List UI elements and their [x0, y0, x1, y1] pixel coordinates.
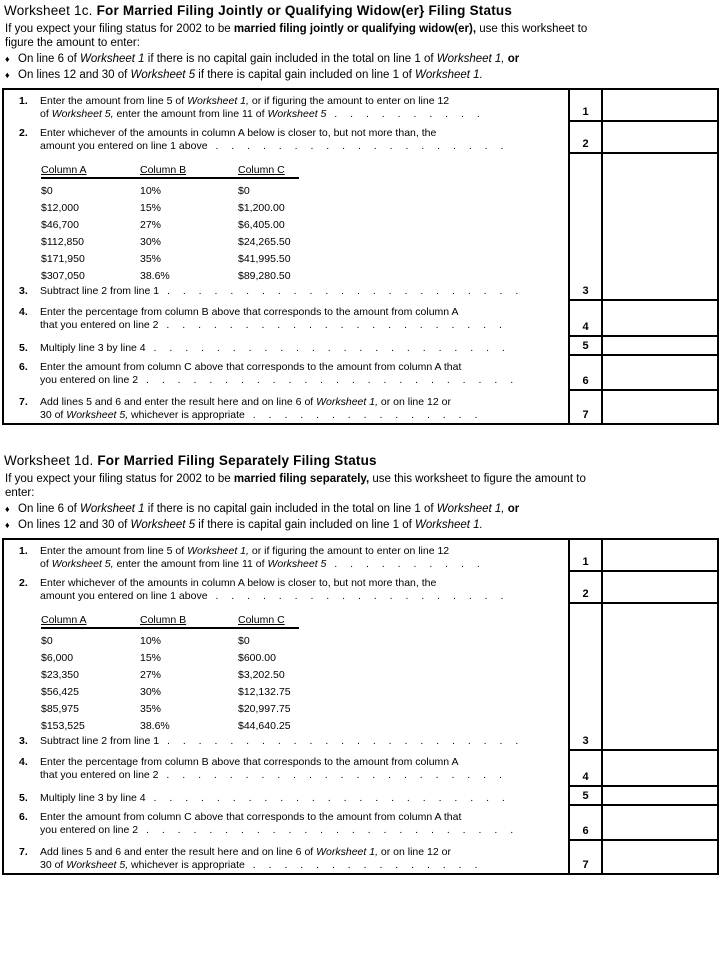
line-5-number-label: 5.: [19, 792, 28, 804]
column-a-header: Column A: [41, 614, 87, 626]
worksheet-1d-title-text: For Married Filing Separately Filing Status: [97, 453, 377, 468]
table-row-line-1: [4, 540, 717, 572]
rate-table-row: [41, 232, 299, 249]
line-3-row-number: 3: [568, 604, 603, 751]
ws1d-line-5-entry-field[interactable]: [603, 787, 717, 806]
rate-table-row: [41, 699, 299, 716]
column-a-value: $46,700: [41, 219, 79, 231]
line-2-number-label: 2.: [19, 577, 28, 589]
line-item-6: [4, 811, 568, 837]
line-2-text-cell: [4, 572, 568, 604]
line-item-4: [4, 306, 568, 332]
ws1d-line-6-entry-field[interactable]: [603, 806, 717, 841]
ws1c-line-6-entry-field[interactable]: [603, 356, 717, 391]
column-c-value: $6,405.00: [238, 219, 285, 231]
line-item-5: [4, 792, 568, 805]
ws1d-line-2-entry-field[interactable]: [603, 572, 717, 604]
ws1d-line-7-entry-field[interactable]: [603, 841, 717, 873]
table-row-line-2: [4, 122, 717, 154]
line-item-7: [4, 396, 568, 422]
tax-rate-table: [41, 612, 299, 733]
line-5-text-cell: [4, 337, 568, 356]
table-row-line-3: [4, 154, 717, 301]
diamond-bullet-icon: ♦: [5, 520, 10, 530]
line-1-text-cell: [4, 540, 568, 572]
bullet-2-text: On lines 12 and 30 of Worksheet 5 if there is capital gain included on line 1 of Worksheet 1.: [18, 519, 483, 531]
ws1c-line-4-entry-field[interactable]: [603, 301, 717, 337]
table-row-line-2: [4, 572, 717, 604]
column-b-value: 15%: [140, 652, 162, 664]
ws1d-line-3-entry-field[interactable]: [603, 604, 717, 751]
bullet-1-text: On line 6 of Worksheet 1 if there is no capital gain included in the total on line 1 of Worksheet 1, or: [18, 53, 520, 65]
line-1-instructions: Enter the amount from line 5 of Worksheet 1, or if figuring the amount to enter on line 12 of Worksheet 5, enter the amount from line 11 of Worksheet 5 . . . . . . . . . .: [40, 95, 485, 120]
table-row-line-1: [4, 90, 717, 122]
column-a-value: $153,525: [41, 720, 85, 732]
ws1c-line-1-entry-field[interactable]: [603, 90, 717, 122]
column-c-value: $1,200.00: [238, 202, 285, 214]
line-2-row-number: 2: [568, 572, 603, 604]
rate-table-row: [41, 198, 299, 215]
worksheet-1c-bullet-1: [5, 52, 719, 67]
worksheet-1d-number: Worksheet 1d.: [4, 453, 94, 468]
column-a-value: $0: [41, 635, 53, 647]
line-item-2: [4, 127, 568, 153]
line-1-text-cell: [4, 90, 568, 122]
line-3-text-cell: [4, 154, 568, 301]
column-c-value: $600.00: [238, 652, 276, 664]
column-b-header: Column B: [140, 164, 187, 176]
line-7-text-cell: [4, 841, 568, 873]
column-c-value: $41,995.50: [238, 253, 291, 265]
line-6-number-label: 6.: [19, 811, 28, 823]
line-3-number-label: 3.: [19, 285, 28, 297]
line-2-text-cell: [4, 122, 568, 154]
line-6-row-number: 6: [568, 356, 603, 391]
worksheet-1c-title: [4, 2, 719, 19]
line-3-row-number: 3: [568, 154, 603, 301]
line-5-instructions: Multiply line 3 by line 4 . . . . . . . . . . . . . . . . . . . . . . .: [40, 342, 510, 354]
column-c-header: Column C: [238, 614, 285, 626]
column-c-value: $24,265.50: [238, 236, 291, 248]
line-2-number-label: 2.: [19, 127, 28, 139]
line-3-instructions: Subtract line 2 from line 1 . . . . . . . . . . . . . . . . . . . . . . .: [40, 285, 524, 297]
column-a-value: $307,050: [41, 270, 85, 282]
line-6-instructions: Enter the amount from column C above that corresponds to the amount from column A that you entered on line 2 . . . . . . . . . . . . . . . . . . . . . . . .: [40, 361, 519, 386]
column-b-value: 30%: [140, 236, 162, 248]
table-row-line-6: [4, 806, 717, 841]
rate-table-row: [41, 266, 299, 283]
table-row-line-7: [4, 391, 717, 423]
worksheet-1c-section: [2, 2, 719, 425]
line-5-row-number: 5: [568, 337, 603, 356]
rate-table-row: [41, 716, 299, 733]
worksheet-1d-intro: If you expect your filing status for 2002 to be married filing separately, use this worksheet to figure the amount to enter:: [5, 473, 586, 499]
column-c-value: $20,997.75: [238, 703, 291, 715]
ws1c-line-5-entry-field[interactable]: [603, 337, 717, 356]
line-7-row-number: 7: [568, 391, 603, 423]
column-a-value: $85,975: [41, 703, 79, 715]
line-item-4: [4, 756, 568, 782]
column-b-value: 27%: [140, 669, 162, 681]
line-6-row-number: 6: [568, 806, 603, 841]
rate-table-header-row: [41, 162, 299, 179]
column-b-value: 10%: [140, 185, 162, 197]
worksheet-1d-section: [2, 452, 719, 875]
line-2-instructions: Enter whichever of the amounts in column A below is closer to, but not more than, the amount you entered on line 1 above . . . . . . . . . . . . . . . . . . .: [40, 577, 509, 602]
line-6-instructions: Enter the amount from column C above that corresponds to the amount from column A that you entered on line 2 . . . . . . . . . . . . . . . . . . . . . . . .: [40, 811, 519, 836]
ws1c-line-2-entry-field[interactable]: [603, 122, 717, 154]
line-item-5: [4, 342, 568, 355]
column-c-value: $89,280.50: [238, 270, 291, 282]
line-item-3: [4, 285, 568, 298]
diamond-bullet-icon: ♦: [5, 504, 10, 514]
line-item-3: [4, 735, 568, 748]
line-5-instructions: Multiply line 3 by line 4 . . . . . . . . . . . . . . . . . . . . . . .: [40, 792, 510, 804]
line-item-6: [4, 361, 568, 387]
column-c-header: Column C: [238, 164, 285, 176]
line-1-row-number: 1: [568, 90, 603, 122]
column-c-value: $0: [238, 635, 250, 647]
line-3-text-cell: [4, 604, 568, 751]
column-a-value: $6,000: [41, 652, 74, 664]
line-item-1: [4, 95, 568, 121]
worksheet-1c-intro: If you expect your filing status for 2002 to be married filing jointly or qualifying widow(er), use this worksheet to figure the amount to enter:: [5, 23, 588, 49]
worksheet-1d-table: [2, 538, 719, 875]
column-a-value: $12,000: [41, 202, 79, 214]
ws1c-line-7-entry-field[interactable]: [603, 391, 717, 423]
column-b-value: 35%: [140, 703, 162, 715]
line-4-number-label: 4.: [19, 756, 28, 768]
line-2-row-number: 2: [568, 122, 603, 154]
table-row-line-5: [4, 337, 717, 356]
diamond-bullet-icon: ♦: [5, 54, 10, 64]
column-c-value: $0: [238, 185, 250, 197]
rate-table-row: [41, 682, 299, 699]
column-a-value: $112,850: [41, 236, 85, 248]
line-4-row-number: 4: [568, 301, 603, 337]
column-b-value: 15%: [140, 202, 162, 214]
column-b-value: 38.6%: [140, 720, 170, 732]
bullet-2-text: On lines 12 and 30 of Worksheet 5 if there is capital gain included on line 1 of Worksheet 1.: [18, 69, 483, 81]
column-b-value: 10%: [140, 635, 162, 647]
rate-table-row: [41, 665, 299, 682]
column-c-value: $12,132.75: [238, 686, 291, 698]
column-a-value: $23,350: [41, 669, 79, 681]
line-item-2: [4, 577, 568, 603]
column-a-value: $56,425: [41, 686, 79, 698]
column-a-header: Column A: [41, 164, 87, 176]
line-2-instructions: Enter whichever of the amounts in column A below is closer to, but not more than, the amount you entered on line 1 above . . . . . . . . . . . . . . . . . . .: [40, 127, 509, 152]
line-4-instructions: Enter the percentage from column B above that corresponds to the amount from column A that you entered on line 2 . . . . . . . . . . . . . . . . . . . . . .: [40, 306, 507, 331]
line-3-instructions: Subtract line 2 from line 1 . . . . . . . . . . . . . . . . . . . . . . .: [40, 735, 524, 747]
line-5-number-label: 5.: [19, 342, 28, 354]
line-7-number-label: 7.: [19, 846, 28, 858]
line-5-text-cell: [4, 787, 568, 806]
line-6-text-cell: [4, 356, 568, 391]
rate-table-row: [41, 249, 299, 266]
line-4-text-cell: [4, 301, 568, 337]
rate-table-row: [41, 215, 299, 232]
worksheet-1c-title-text: For Married Filing Jointly or Qualifying Widow(er} Filing Status: [96, 3, 513, 18]
worksheet-1c-bullet-2: [5, 68, 719, 83]
column-b-header: Column B: [140, 614, 187, 626]
line-5-row-number: 5: [568, 787, 603, 806]
column-b-value: 35%: [140, 253, 162, 265]
line-item-1: [4, 545, 568, 571]
line-7-instructions: Add lines 5 and 6 and enter the result here and on line 6 of Worksheet 1, or on line 12 or 30 of Worksheet 5, whichever is appropriate . . . . . . . . . . . . . . .: [40, 846, 483, 871]
ws1c-line-3-entry-field[interactable]: [603, 154, 717, 301]
line-item-7: [4, 846, 568, 872]
column-c-value: $3,202.50: [238, 669, 285, 681]
line-3-number-label: 3.: [19, 735, 28, 747]
line-7-instructions: Add lines 5 and 6 and enter the result here and on line 6 of Worksheet 1, or on line 12 or 30 of Worksheet 5, whichever is appropriate . . . . . . . . . . . . . . .: [40, 396, 483, 421]
worksheet-1d-title: [4, 452, 719, 469]
table-row-line-4: [4, 751, 717, 787]
line-4-text-cell: [4, 751, 568, 787]
column-b-value: 27%: [140, 219, 162, 231]
line-6-number-label: 6.: [19, 361, 28, 373]
column-c-value: $44,640.25: [238, 720, 291, 732]
worksheet-1d-bullet-2: [5, 518, 719, 533]
ws1d-line-1-entry-field[interactable]: [603, 540, 717, 572]
rate-table-row: [41, 631, 299, 648]
line-1-number-label: 1.: [19, 95, 28, 107]
line-1-instructions: Enter the amount from line 5 of Worksheet 1, or if figuring the amount to enter on line 12 of Worksheet 5, enter the amount from line 11 of Worksheet 5 . . . . . . . . . .: [40, 545, 485, 570]
rate-table-row: [41, 648, 299, 665]
column-a-value: $171,950: [41, 253, 85, 265]
table-row-line-6: [4, 356, 717, 391]
rate-table-header-row: [41, 612, 299, 629]
column-b-value: 38.6%: [140, 270, 170, 282]
bullet-1-text: On line 6 of Worksheet 1 if there is no capital gain included in the total on line 1 of Worksheet 1, or: [18, 503, 520, 515]
worksheet-1c-number: Worksheet 1c.: [4, 3, 93, 18]
rate-table-row: [41, 181, 299, 198]
table-row-line-7: [4, 841, 717, 873]
column-a-value: $0: [41, 185, 53, 197]
line-6-text-cell: [4, 806, 568, 841]
line-4-number-label: 4.: [19, 306, 28, 318]
tax-rate-table: [41, 162, 299, 283]
table-row-line-4: [4, 301, 717, 337]
line-4-row-number: 4: [568, 751, 603, 787]
worksheet-1d-bullet-1: [5, 502, 719, 517]
line-7-text-cell: [4, 391, 568, 423]
worksheet-1c-table: [2, 88, 719, 425]
ws1d-line-4-entry-field[interactable]: [603, 751, 717, 787]
line-7-row-number: 7: [568, 841, 603, 873]
column-b-value: 30%: [140, 686, 162, 698]
line-4-instructions: Enter the percentage from column B above that corresponds to the amount from column A that you entered on line 2 . . . . . . . . . . . . . . . . . . . . . .: [40, 756, 507, 781]
table-row-line-3: [4, 604, 717, 751]
line-1-row-number: 1: [568, 540, 603, 572]
line-7-number-label: 7.: [19, 396, 28, 408]
diamond-bullet-icon: ♦: [5, 70, 10, 80]
line-1-number-label: 1.: [19, 545, 28, 557]
table-row-line-5: [4, 787, 717, 806]
